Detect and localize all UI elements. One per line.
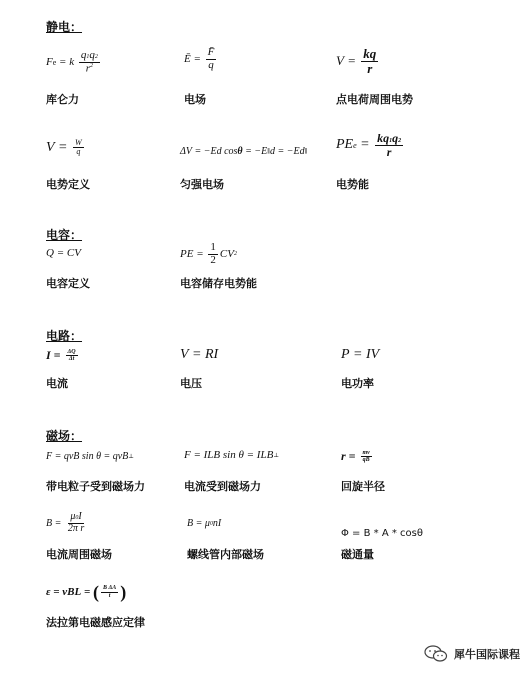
wechat-icon [424, 645, 448, 663]
formula-faraday: ε = vBL = ( $\frac{\text{B ΔA}}{t}$ ) [46, 582, 127, 602]
label-flux: 磁通量 [341, 548, 374, 561]
label-voltage: 电压 [180, 377, 202, 390]
formula-cap-def: Q = CV [46, 247, 81, 259]
label-uniform-field: 匀强电场 [180, 178, 224, 191]
label-lorentz: 带电粒子受到磁场力 [46, 480, 145, 493]
formula-voltage: V = RI [180, 347, 219, 362]
label-faraday: 法拉第电磁感应定律 [46, 616, 145, 629]
formula-lorentz: F = qvB sin θ = qvB ⊥ [46, 451, 134, 462]
formula-current: I = $\frac{\Delta Q}{\Delta t}$ [46, 348, 76, 362]
formula-flux: Φ = B * A * cosθ [341, 528, 423, 539]
label-coulomb: 库仑力 [46, 93, 79, 106]
section-magnetism: 磁场： [46, 429, 83, 443]
label-current: 电流 [46, 377, 68, 390]
label-potential-def: 电势定义 [46, 178, 90, 191]
formula-potential-def: V = $\frac{W}{q}$ [46, 138, 82, 157]
section-capacitance: 电容： [46, 228, 83, 242]
formula-point-potential: V = $\frac{kq}{r}$ [336, 46, 377, 76]
label-solenoid: 螺线管内部磁场 [187, 548, 264, 561]
label-wire-force: 电流受到磁场力 [184, 480, 261, 493]
formula-coulomb: F e = k $\frac{q1q2}{r^2}$ [46, 49, 98, 75]
formula-power: P = IV [341, 347, 380, 362]
label-potential-energy: 电势能 [336, 178, 369, 191]
label-power: 电功率 [341, 377, 374, 390]
watermark [424, 645, 520, 663]
section-electrostatics: 静电： [46, 20, 83, 34]
formula-radius: r = $\frac{mv}{qB}$ [341, 449, 370, 463]
label-radius: 回旋半径 [341, 480, 385, 493]
formula-solenoid: B = μ 0 nI [187, 518, 222, 529]
formula-wire-force: F = ILB sin θ = ILB ⊥ [184, 449, 279, 461]
section-circuit: 电路： [46, 329, 83, 343]
label-cap-energy: 电容储存电势能 [180, 277, 257, 290]
watermark-text: 犀牛国际课程 [454, 648, 520, 661]
label-point-potential: 点电荷周围电势 [336, 93, 413, 106]
formula-uniform-field: ΔV = −Ed cos θ = −E ∥ d = −Ed ∥ [180, 146, 308, 157]
label-wire-field: 电流周围磁场 [46, 548, 112, 561]
label-field: 电场 [184, 93, 206, 106]
formula-field: Ē = $\frac{F̄}{q}$ [184, 46, 215, 71]
formula-cap-energy: PE = $\frac{1}{2}$ CV 2 [180, 241, 237, 266]
label-cap-def: 电容定义 [46, 277, 90, 290]
formula-potential-energy: PE e = $\frac{kq1q2}{r}$ [336, 131, 402, 159]
formula-wire-field: B = $\frac{\mu 0I}{\text{2π r}}$ [46, 511, 85, 534]
